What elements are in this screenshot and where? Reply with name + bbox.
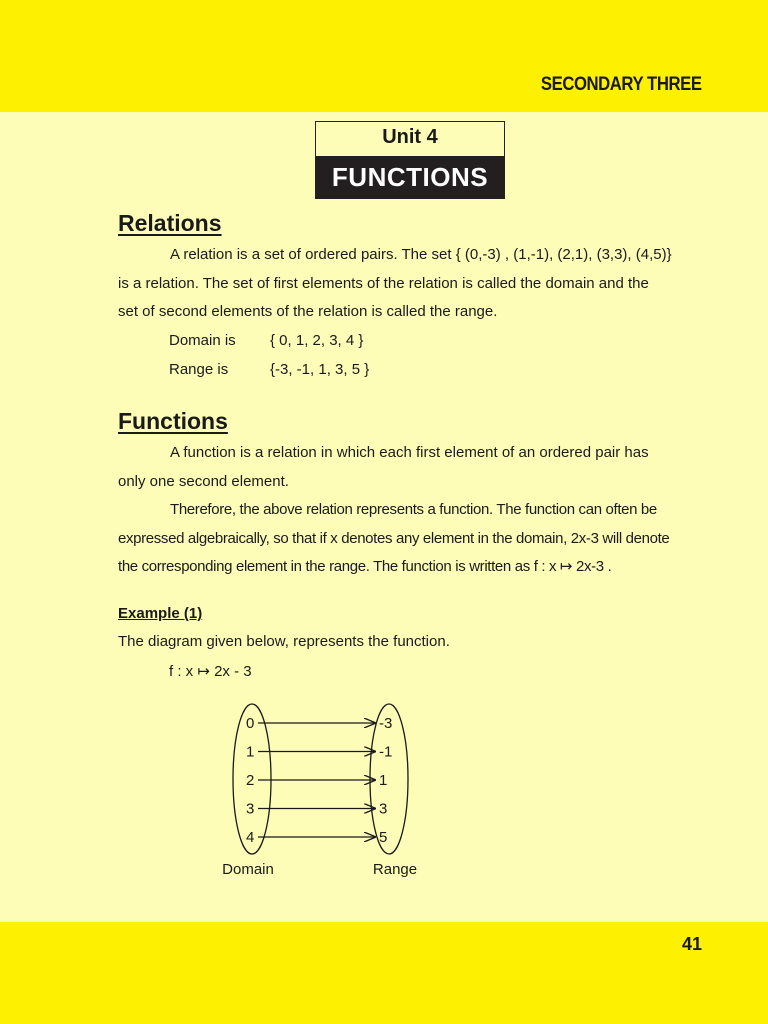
relations-line-1: A relation is a set of ordered pairs. The set { (0,-3) , (1,-1), (2,1), (3,3), (4,5)} [170, 246, 672, 263]
series-label: SECONDARY THREE [541, 74, 702, 95]
example-text: The diagram given below, represents the function. [118, 633, 450, 650]
example-heading: Example (1) [118, 605, 203, 622]
functions-line-1: A function is a relation in which each first element of an ordered pair has [170, 444, 649, 461]
unit-label: Unit 4 [382, 126, 438, 148]
functions-line-3: Therefore, the above relation represents a function. The function can often be [170, 501, 657, 518]
example-function: f : x ↦ 2x - 3 [169, 663, 252, 680]
unit-title: FUNCTIONS [316, 156, 504, 198]
page-number: 41 [681, 934, 702, 954]
relations-heading: Relations [118, 210, 222, 236]
range-value-1: -1 [379, 743, 393, 761]
domain-value: { 0, 1, 2, 3, 4 } [270, 332, 364, 349]
footer-band [0, 922, 768, 1024]
relations-line-3: set of second elements of the relation is called the range. [118, 303, 498, 320]
domain-value-4: 4 [246, 829, 255, 846]
range-value-3: 3 [379, 800, 388, 818]
functions-line-4: expressed algebraically, so that if x denotes any element in the domain, 2x-3 will denote [118, 529, 670, 547]
range-label: Range is [169, 361, 229, 378]
functions-line-5: the corresponding element in the range. The function is written as f : x ↦ 2x-3 . [118, 558, 612, 575]
range-value-0: -3 [379, 715, 393, 732]
relations-line-2: is a relation. The set of first elements of the relation is called the domain and the [118, 274, 649, 292]
functions-line-2: only one second element. [118, 472, 289, 490]
range-value-4: 5 [379, 829, 388, 846]
range-value-2: 1 [379, 772, 388, 789]
domain-value-3: 3 [246, 800, 255, 818]
domain-value-0: 0 [246, 715, 255, 732]
functions-heading: Functions [118, 408, 228, 434]
range-caption: Range [372, 861, 418, 878]
domain-value-1: 1 [246, 743, 255, 761]
domain-value-2: 2 [246, 772, 255, 789]
domain-label: Domain is [169, 332, 236, 349]
range-value: {-3, -1, 1, 3, 5 } [270, 361, 370, 378]
domain-caption: Domain [222, 861, 274, 878]
